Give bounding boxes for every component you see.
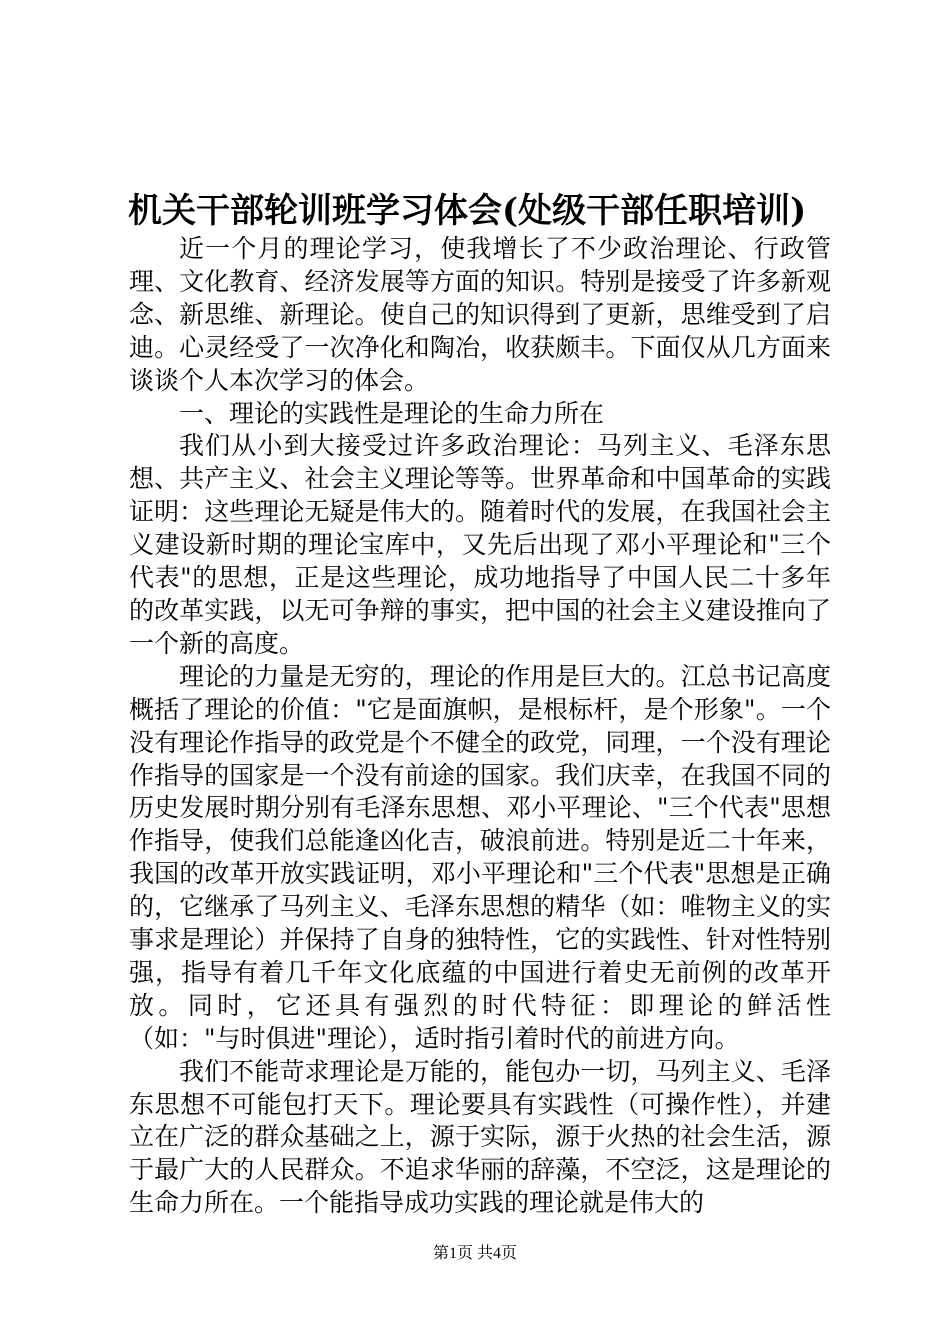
- paragraph-practicality: 我们不能苛求理论是万能的，能包办一切，马列主义、毛泽东思想不可能包打天下。理论要具有实践性（可操作性），并建立在广泛的群众基础之上，源于实际，源于火热的社会生活，源于最广大的人民群众。不追求华丽的辞藻，不空泛，这是理论的生命力所在。一个能指导成功实践的理论就是伟大的: [129, 1056, 831, 1218]
- document-body: [129, 233, 831, 1220]
- paragraph-power-of-theory: 理论的力量是无穷的，理论的作用是巨大的。江总书记高度概括了理论的价值："它是面旗帜，是根标杆，是个形象"。一个没有理论作指导的政党是个不健全的政党，同理，一个没有理论作指导的国家是一个没有前途的国家。我们庆幸，在我国不同的历史发展时期分别有毛泽东思想、邓小平理论、"三个代表"思想作指导，使我们总能逢凶化吉，破浪前进。特别是近二十年来，我国的改革开放实践证明，邓小平理论和"三个代表"思想是正确的，它继承了马列主义、毛泽东思想的精华（如：唯物主义的实事求是理论）并保持了自身的独特性，它的实践性、针对性特别强，指导有着几千年文化底蕴的中国进行着史无前例的改革开放。同时，它还具有强烈的时代特征：即理论的鲜活性（如："与时俱进"理论），适时指引着时代的前进方向。: [129, 661, 831, 1053]
- document-title: 机关干部轮训班学习体会(处级干部任职培训): [128, 191, 807, 231]
- paragraph-intro: 近一个月的理论学习，使我增长了不少政治理论、行政管理、文化教育、经济发展等方面的知识。特别是接受了许多新观念、新思维、新理论。使自己的知识得到了更新，思维受到了启迪。心灵经受了一次净化和陶冶，收获颇丰。下面仅从几方面来谈谈个人本次学习的体会。: [129, 234, 831, 395]
- page-number-footer: 第1页 共4页: [432, 1245, 517, 1262]
- paragraph-theories: 我们从小到大接受过许多政治理论：马列主义、毛泽东思想、共产主义、社会主义理论等等。世界革命和中国革命的实践证明：这些理论无疑是伟大的。随着时代的发展，在我国社会主义建设新时期的理论宝库中，又先后出现了邓小平理论和"三个代表"的思想，正是这些理论，成功地指导了中国人民二十多年的改革实践，以无可争辩的事实，把中国的社会主义建设推向了一个新的高度。: [129, 431, 831, 658]
- section-heading-1: 一、理论的实践性是理论的生命力所在: [179, 398, 605, 428]
